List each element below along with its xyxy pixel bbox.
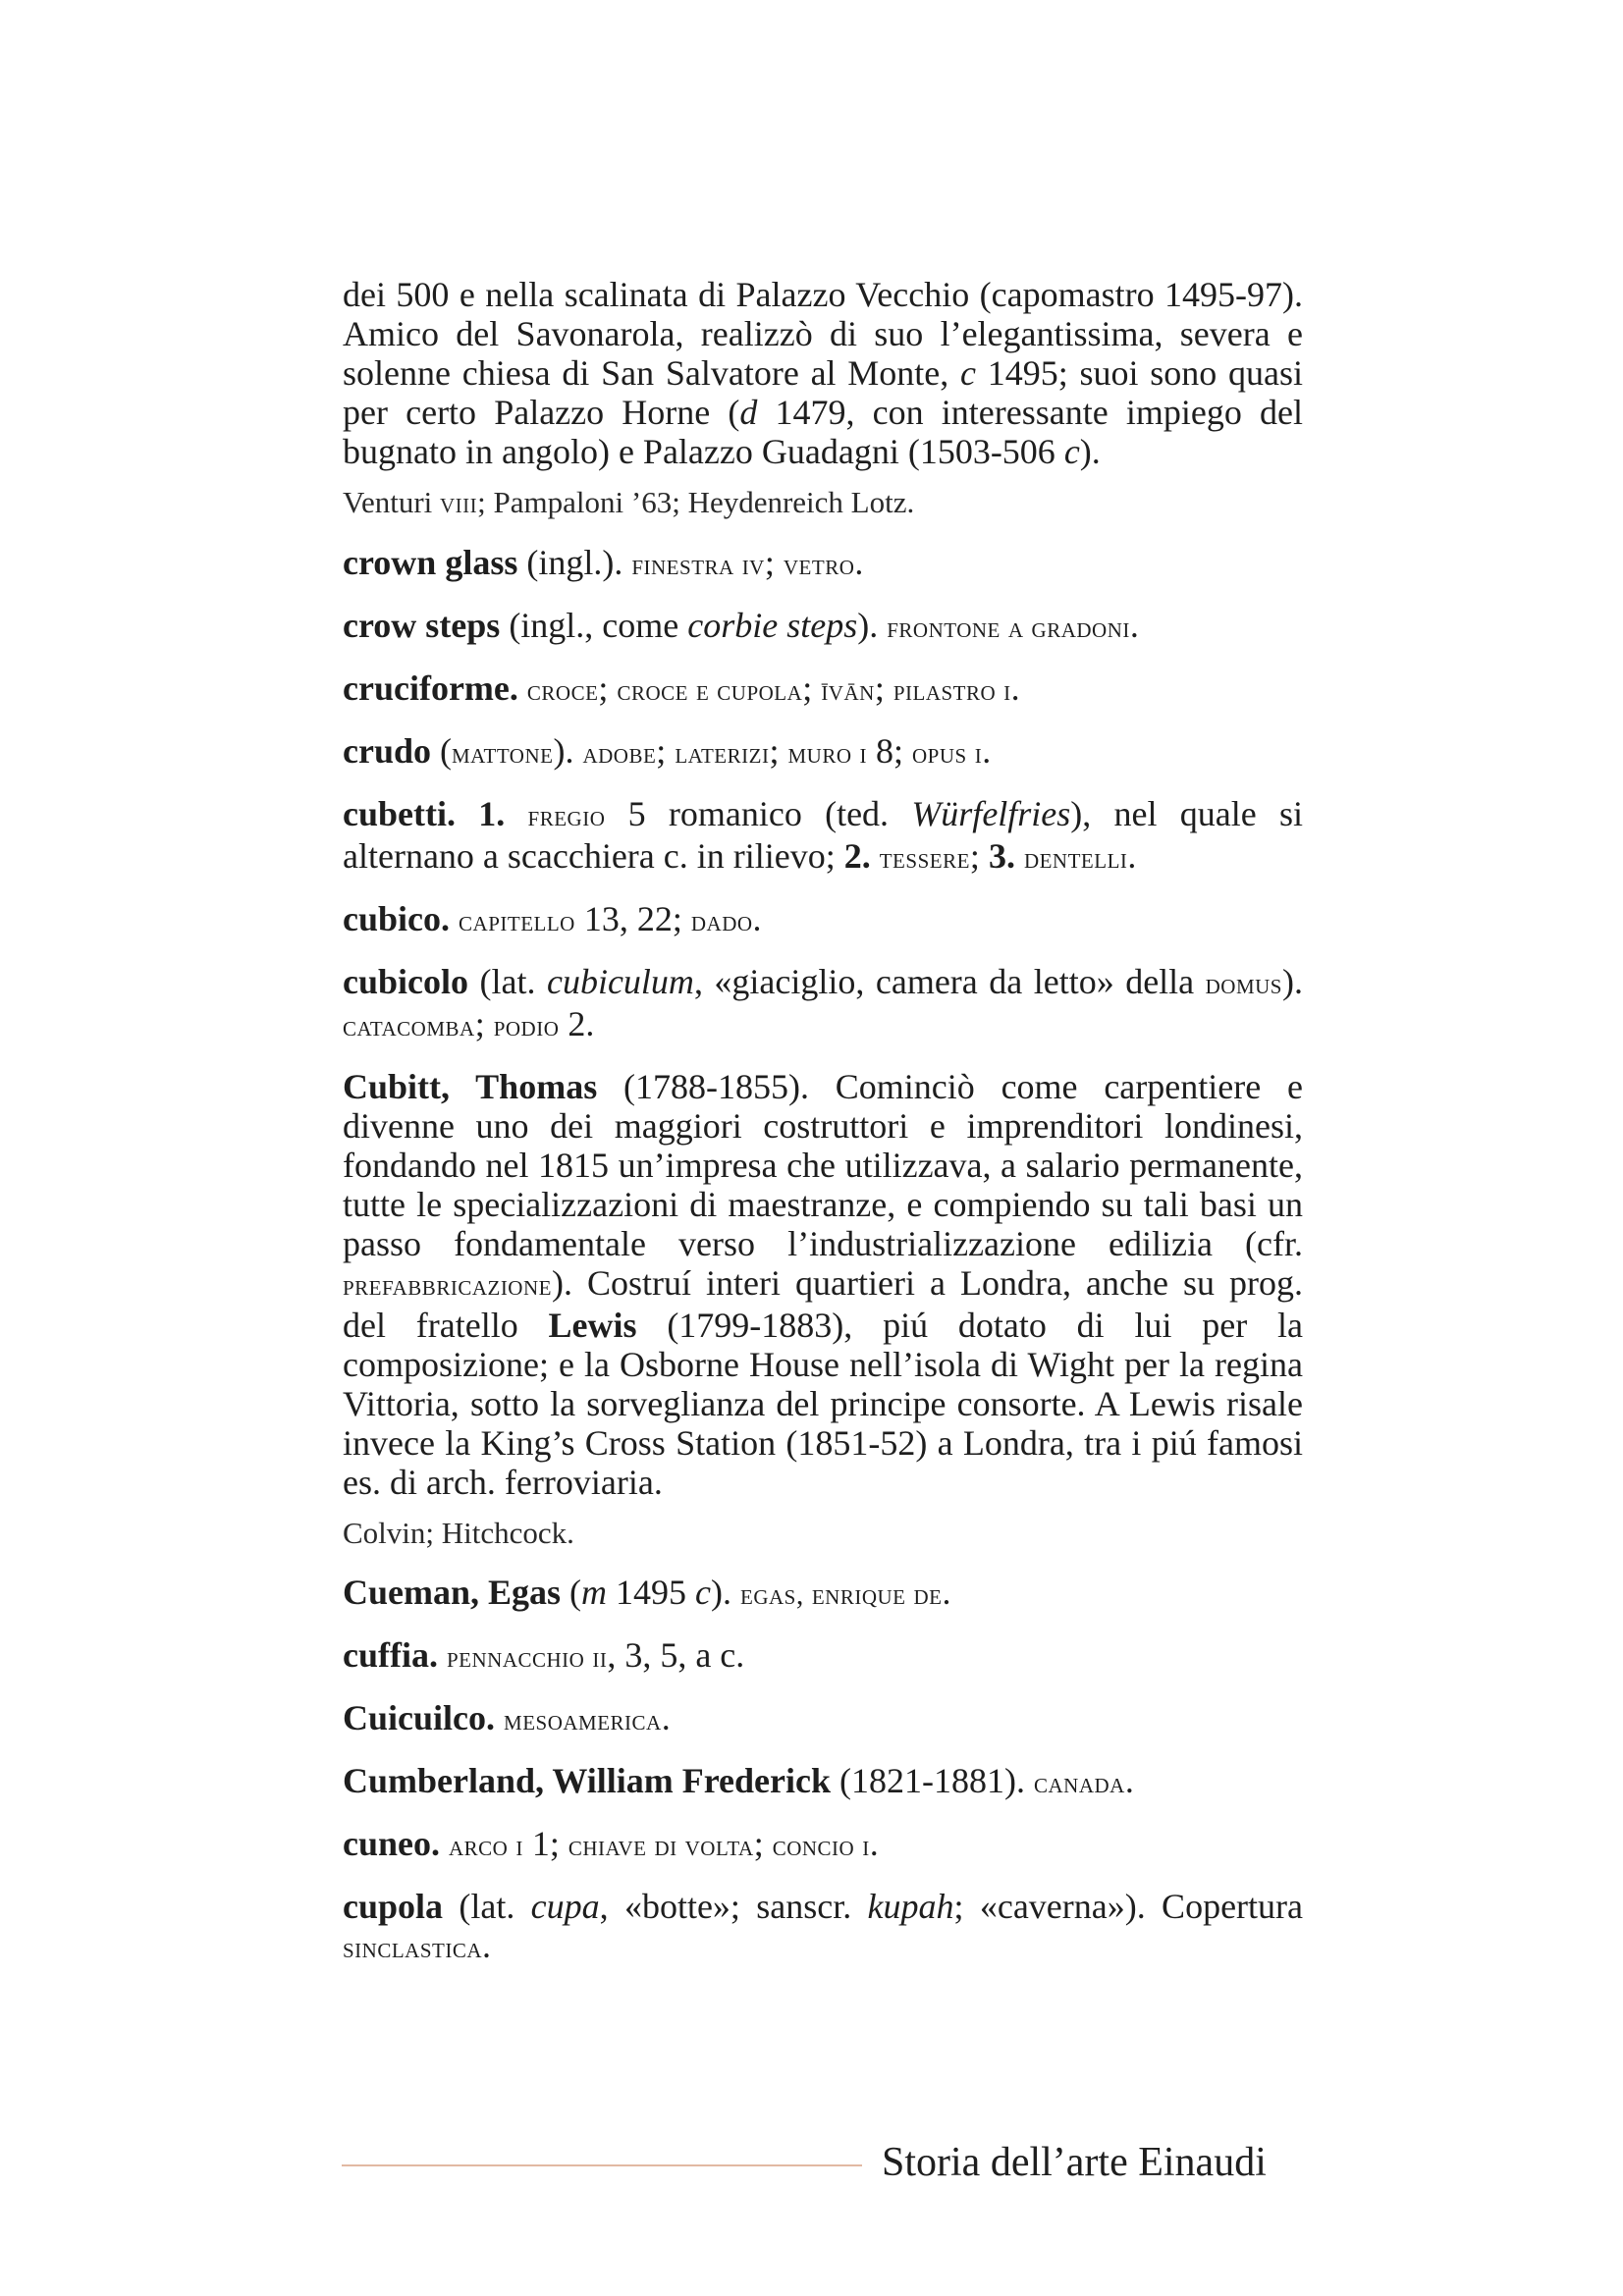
dictionary-entry — [343, 1067, 1303, 1502]
entry-text: (lat. — [468, 962, 547, 1001]
dictionary-entry — [343, 543, 1303, 585]
cross-reference: podio — [493, 1010, 560, 1042]
cross-reference: egas, enrique de — [740, 1578, 943, 1611]
entry-text: ). — [553, 731, 583, 771]
entry-headword: crow steps — [343, 606, 501, 645]
entry-text: 5 romanico (ted. — [605, 794, 912, 833]
entry-text: ). Costruí interi quartieri a Londra, anche su prog. del fratello — [343, 1263, 1303, 1345]
dictionary-entry — [343, 962, 1303, 1046]
entry-text: (1788-1855). Cominciò come carpentiere e divenne uno dei maggiori costruttori e imprenditori londinesi, fondando nel 1815 un’impresa che utilizzava, a salario permanente, tutte le specializzazioni di maestranze, e compiendo su tali basi un passo fondamentale verso l’industrializzazione edilizia (cfr. — [343, 1067, 1303, 1263]
cross-reference: pilastro i — [893, 674, 1011, 707]
entry-text: . — [869, 1824, 879, 1863]
entry-text: (lat. — [443, 1887, 531, 1926]
entry-headword: Cubitt, Thomas — [343, 1067, 598, 1106]
entry-text: ). — [857, 606, 888, 645]
italic-term: kupah — [867, 1887, 954, 1926]
dictionary-entry — [343, 668, 1303, 711]
entry-text: ). — [1079, 432, 1101, 471]
cross-reference: canada — [1033, 1767, 1125, 1799]
entry-headword: cupola — [343, 1887, 444, 1926]
entry-text: 13, 22; — [574, 899, 691, 938]
cross-reference: croce — [526, 674, 599, 707]
entry-text: (ingl., come — [500, 606, 688, 645]
entry-text — [505, 794, 527, 833]
cross-reference: opus i — [912, 737, 983, 770]
cross-reference: dentelli — [1023, 842, 1128, 875]
entry-headword: Cumberland, William Frederick — [343, 1761, 832, 1800]
cross-reference: mesoamerica — [504, 1704, 662, 1736]
dictionary-entry — [343, 899, 1303, 941]
cross-reference: muro i — [787, 737, 867, 770]
entry-text — [518, 668, 527, 708]
italic-term: cupa — [530, 1887, 600, 1926]
dictionary-entry — [343, 794, 1303, 879]
entry-headword: cubicolo — [343, 962, 469, 1001]
entry-text — [1015, 836, 1024, 876]
italic-term: corbie steps — [687, 606, 858, 645]
entry-text: ; — [656, 731, 676, 771]
cross-reference: capitello — [459, 905, 575, 937]
entry-text: . — [482, 1926, 492, 1965]
dictionary-entry — [343, 1761, 1303, 1803]
dictionary-entry — [343, 731, 1303, 774]
cross-reference: sinclastica — [343, 1932, 483, 1964]
entry-text: ; — [769, 731, 788, 771]
entry-text: ). — [711, 1573, 741, 1612]
footer-title: Storia dell’arte Einaudi — [882, 2140, 1267, 2185]
cross-reference: finestra iv — [631, 549, 765, 581]
entry-text: ; — [753, 1824, 773, 1863]
cross-reference: concio i — [772, 1830, 870, 1862]
entry-text: , «botte»; sanscr. — [599, 1887, 868, 1926]
dictionary-entry — [343, 1698, 1303, 1740]
entry-text: ; — [598, 668, 618, 708]
dictionary-entry — [343, 1635, 1303, 1678]
entry-text — [440, 1824, 449, 1863]
entry-text: . — [661, 1698, 671, 1737]
entry-text: ( — [431, 731, 452, 771]
cross-reference: catacomba — [343, 1010, 475, 1042]
cross-reference: tessere — [879, 842, 970, 875]
entry-headword: 2. — [843, 836, 871, 876]
entry-text: . — [982, 731, 992, 771]
cross-reference: pennacchio ii — [446, 1641, 608, 1674]
entry-headword: cubico. — [343, 899, 451, 938]
entry-text: 2. — [559, 1004, 595, 1043]
dictionary-entry — [343, 1824, 1303, 1866]
entry-text: dei 500 e nella scalinata di Palazzo Vecchio (capomastro 1495-97). Amico del Savonarola, realizzò di suo l’elegantissima, severa e solenne chiesa di San Salvatore al Monte, — [343, 275, 1303, 393]
entry-text — [438, 1635, 447, 1675]
italic-term: c — [695, 1573, 712, 1612]
entry-text: ; «caverna»). Copertura — [953, 1887, 1304, 1926]
cross-reference: frontone a gradoni — [887, 612, 1130, 644]
entry-text: Colvin; Hitchcock. — [343, 1516, 574, 1550]
entry-headword: cuneo. — [343, 1824, 440, 1863]
cross-reference: laterizi — [675, 737, 770, 770]
cross-reference: fregio — [527, 800, 606, 832]
cross-reference: chiave di volta — [568, 1830, 754, 1862]
entry-text: (1799-1883), piú dotato di lui per la composizione; e la Osborne House nell’isola di Wight per la regina Vittoria, sotto la sorveglianza del principe consorte. A Lewis risale invece la King’s Cross Station (1851-52) a Londra, tra i piú famosi es. di arch. ferroviaria. — [343, 1306, 1303, 1502]
entry-text: Venturi — [343, 485, 441, 519]
entry-text: 1479, con interessante impiego del bugnato in angolo) e Palazzo Guadagni (1503-506 — [343, 393, 1303, 471]
dictionary-entry — [343, 275, 1303, 471]
entry-text — [871, 836, 880, 876]
entry-text: ; Pampaloni ’63; Heydenreich Lotz. — [477, 485, 915, 519]
dictionary-entry — [343, 1573, 1303, 1615]
entry-text: . — [1129, 606, 1139, 645]
entry-text — [450, 899, 459, 938]
entry-text: ; — [874, 668, 893, 708]
entry-text: . — [1010, 668, 1020, 708]
cross-reference: adobe — [582, 737, 657, 770]
entry-headword: Cuicuilco. — [343, 1698, 496, 1737]
entry-headword: 1. — [478, 794, 506, 833]
entry-text: ; — [764, 543, 784, 582]
bibliography-ref — [343, 484, 1303, 522]
dictionary-text — [343, 275, 1303, 1989]
entry-text: (1821-1881). — [831, 1761, 1034, 1800]
italic-term: c — [1063, 432, 1080, 471]
entry-text: . — [752, 899, 762, 938]
cross-reference: domus — [1205, 968, 1282, 1000]
cross-reference: prefabbricazione — [343, 1269, 552, 1302]
entry-headword: Cueman, Egas — [343, 1573, 562, 1612]
entry-headword: cuffia. — [343, 1635, 438, 1675]
cross-reference: arco i — [449, 1830, 523, 1862]
entry-text: . — [942, 1573, 951, 1612]
entry-text: ; — [474, 1004, 494, 1043]
entry-text: . — [1124, 1761, 1134, 1800]
italic-term: cubiculum — [546, 962, 694, 1001]
entry-text: ( — [561, 1573, 582, 1612]
entry-text: 1495 — [607, 1573, 696, 1612]
italic-term: Würfelfries — [911, 794, 1071, 833]
italic-term: d — [739, 393, 758, 432]
entry-headword: crudo — [343, 731, 431, 771]
entry-text: (ingl.). — [517, 543, 632, 582]
entry-text: 1; — [522, 1824, 568, 1863]
entry-text: 1495; suoi sono quasi per certo Palazzo Horne ( — [343, 353, 1303, 432]
cross-reference: vetro — [783, 549, 855, 581]
italic-term: c — [960, 353, 977, 393]
entry-text — [495, 1698, 504, 1737]
entry-text: ; — [969, 836, 989, 876]
entry-text: . — [854, 543, 864, 582]
cross-reference: croce e cupola — [617, 674, 803, 707]
entry-headword: Lewis — [548, 1306, 637, 1345]
entry-headword: crown glass — [343, 543, 518, 582]
cross-reference: viii — [440, 487, 478, 519]
dictionary-entry — [343, 606, 1303, 648]
entry-text: 8; — [867, 731, 913, 771]
entry-text: , «giaciglio, camera da letto» della — [693, 962, 1206, 1001]
entry-text: . — [1127, 836, 1137, 876]
cross-reference: īvān — [821, 674, 875, 707]
dictionary-entry — [343, 1887, 1303, 1968]
entry-text: ), nel quale si alternano a scacchiera c. in rilievo; — [343, 794, 1304, 876]
cross-reference: dado — [690, 905, 753, 937]
cross-reference: mattone — [452, 737, 554, 770]
entry-text: ). — [1282, 962, 1303, 1001]
entry-headword: cubetti. — [343, 794, 456, 833]
footer-rule — [342, 2164, 862, 2166]
entry-text — [456, 794, 478, 833]
entry-text: , 3, 5, a c. — [607, 1635, 745, 1675]
italic-term: m — [581, 1573, 608, 1612]
entry-headword: cruciforme. — [343, 668, 518, 708]
bibliography-ref — [343, 1515, 1303, 1552]
entry-text: ; — [802, 668, 822, 708]
entry-headword: 3. — [988, 836, 1015, 876]
